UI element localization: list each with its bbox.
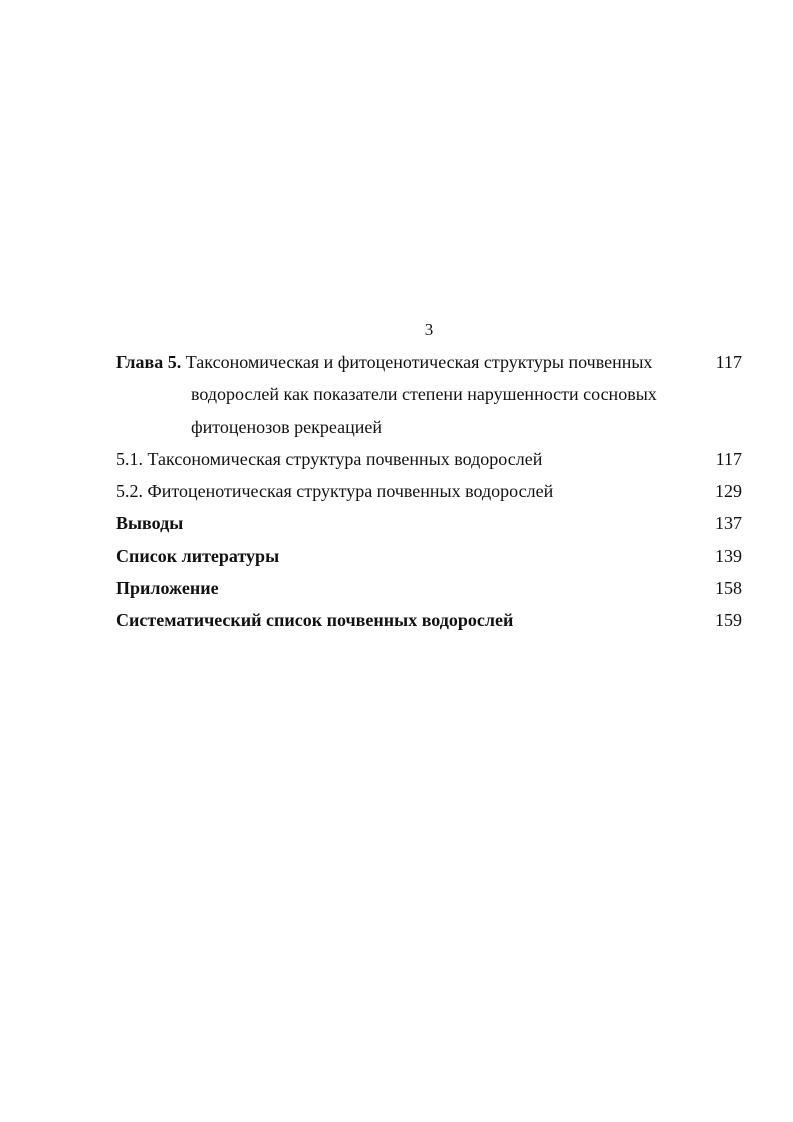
chapter-label: Глава 5.	[116, 352, 182, 372]
page-number: 3	[424, 320, 434, 339]
toc-page-number: 158	[715, 578, 742, 599]
toc-entry-text: Систематический список почвенных водорослей	[116, 610, 514, 631]
toc-entry-references	[116, 540, 742, 572]
toc-entry-text: Выводы	[116, 513, 184, 534]
toc-entry-text: Приложение	[116, 578, 219, 599]
toc-page-number: 117	[715, 352, 742, 372]
toc-entry-section-5-1	[116, 443, 742, 475]
toc-entry-section-5-2	[116, 475, 742, 507]
toc-entry-conclusions	[116, 507, 742, 539]
toc-page-number: 137	[715, 513, 742, 534]
toc-page-number: 159	[715, 610, 742, 631]
toc-page-number: 139	[715, 545, 742, 566]
toc-entry-text: 5.1. Таксономическая структура почвенных водорослей	[116, 448, 543, 469]
toc-page-number: 129	[715, 481, 742, 502]
toc-entry-text: 5.2. Фитоценотическая структура почвенных водорослей	[116, 481, 554, 502]
toc-entry-text: Список литературы	[116, 545, 280, 566]
toc-page-number: 117	[715, 448, 742, 469]
toc-entry-systematic-list	[116, 604, 742, 636]
toc-entry-appendix	[116, 572, 742, 604]
toc-entry-text	[116, 346, 742, 443]
toc-entry-chapter-5	[116, 346, 742, 443]
table-of-contents	[116, 346, 742, 637]
chapter-title: Таксономическая и фитоценотическая структуры почвенных водорослей как показатели степени нарушенности сосновых фитоценозов рекреацией	[185, 352, 657, 437]
